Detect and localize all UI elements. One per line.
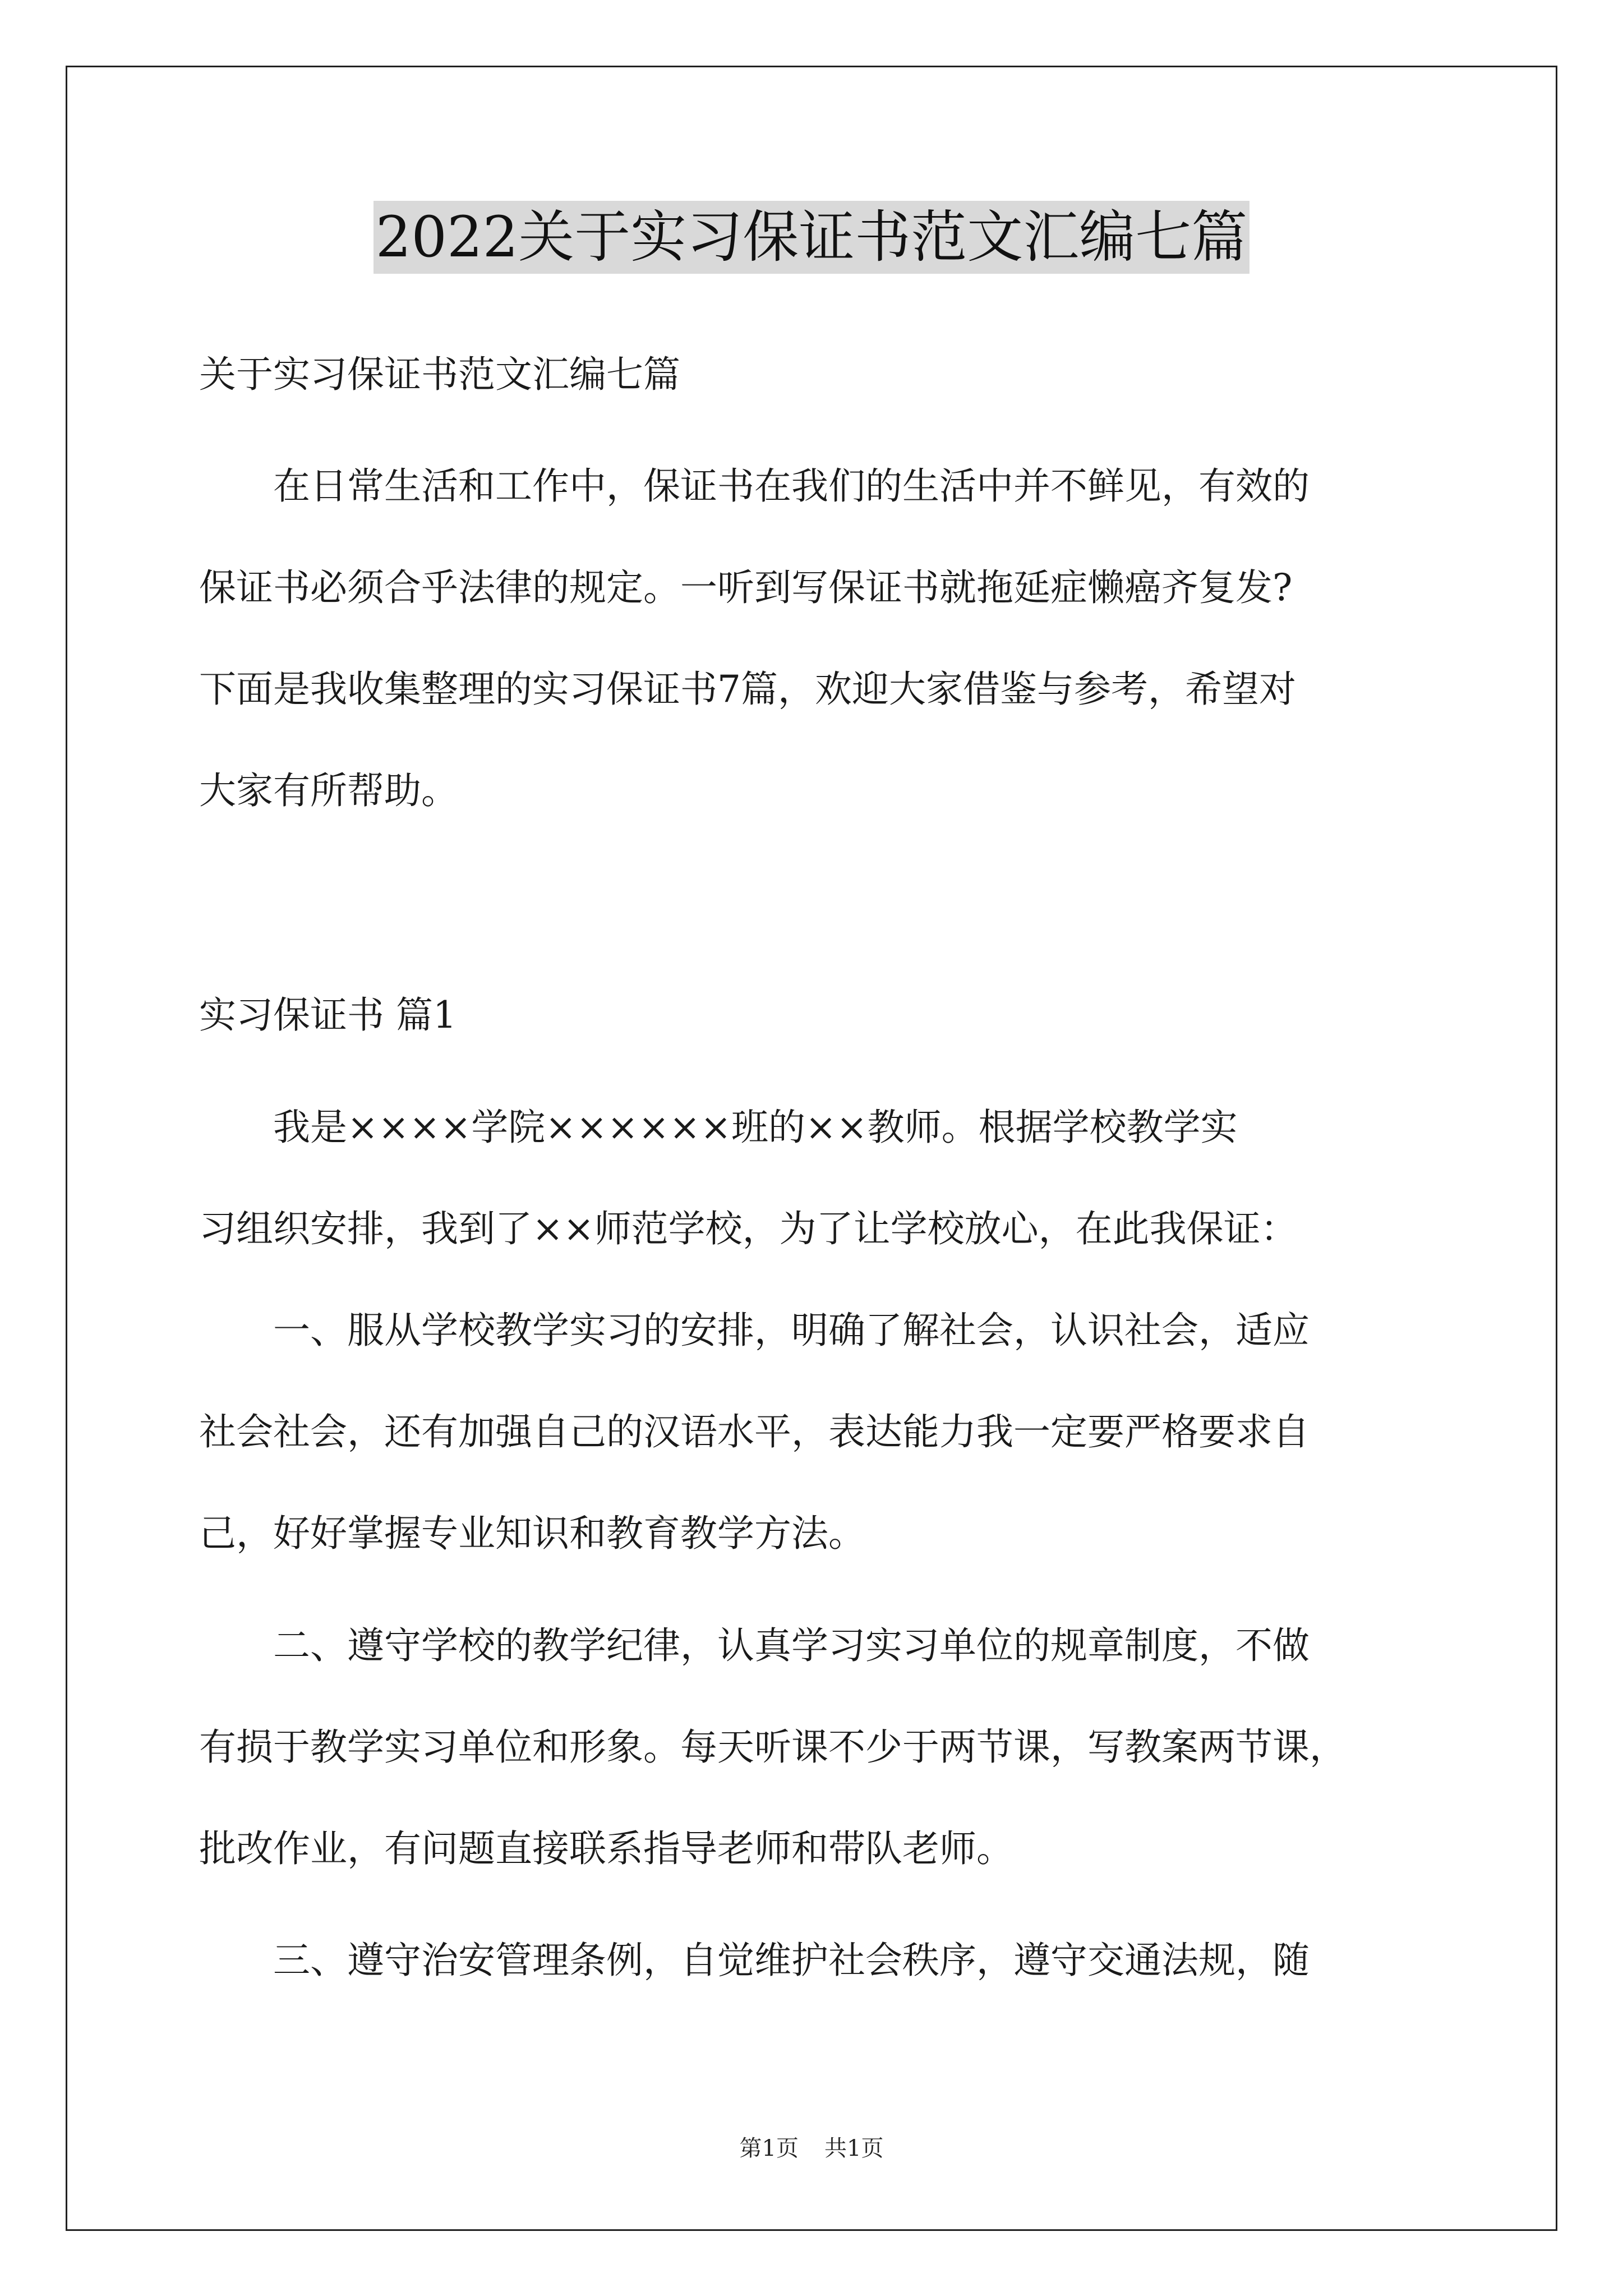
body-line: 大家有所帮助。	[199, 769, 458, 812]
body-line: 一、服从学校教学实习的安排，明确了解社会，认识社会，适应	[199, 1309, 1310, 1352]
body-line: 习组织安排，我到了××师范学校，为了让学校放心，在此我保证：	[199, 1207, 1298, 1250]
body-line: 己，好好掌握专业知识和教育教学方法。	[199, 1512, 865, 1555]
body-line: 三、遵守治安管理条例，自觉维护社会秩序，遵守交通法规，随	[199, 1939, 1310, 1982]
body-line: 我是××××学院××××××班的××教师。根据学校教学实	[199, 1106, 1238, 1149]
body-line: 保证书必须合乎法律的规定。一听到写保证书就拖延症懒癌齐复发?	[199, 566, 1293, 609]
page-number: 第1页	[739, 2136, 799, 2161]
body-line: 在日常生活和工作中，保证书在我们的生活中并不鲜见，有效的	[199, 464, 1310, 508]
body-line: 有损于教学实习单位和形象。每天听课不少于两节课，写教案两节课，	[199, 1726, 1347, 1769]
document-title: 2022关于实习保证书范文汇编七篇	[374, 201, 1250, 274]
body-line: 下面是我收集整理的实习保证书7篇，欢迎大家借鉴与参考，希望对	[199, 668, 1296, 711]
title-block	[0, 201, 1623, 274]
body-line: 关于实习保证书范文汇编七篇	[199, 353, 680, 396]
body-line: 二、遵守学校的教学纪律，认真学习实习单位的规章制度，不做	[199, 1624, 1310, 1667]
page-total: 共1页	[824, 2136, 884, 2161]
page-footer	[0, 2132, 1623, 2165]
body-line: 社会社会，还有加强自己的汉语水平，表达能力我一定要严格要求自	[199, 1410, 1310, 1453]
body-line: 批改作业，有问题直接联系指导老师和带队老师。	[199, 1827, 1013, 1870]
section-heading: 实习保证书 篇1	[199, 993, 457, 1037]
